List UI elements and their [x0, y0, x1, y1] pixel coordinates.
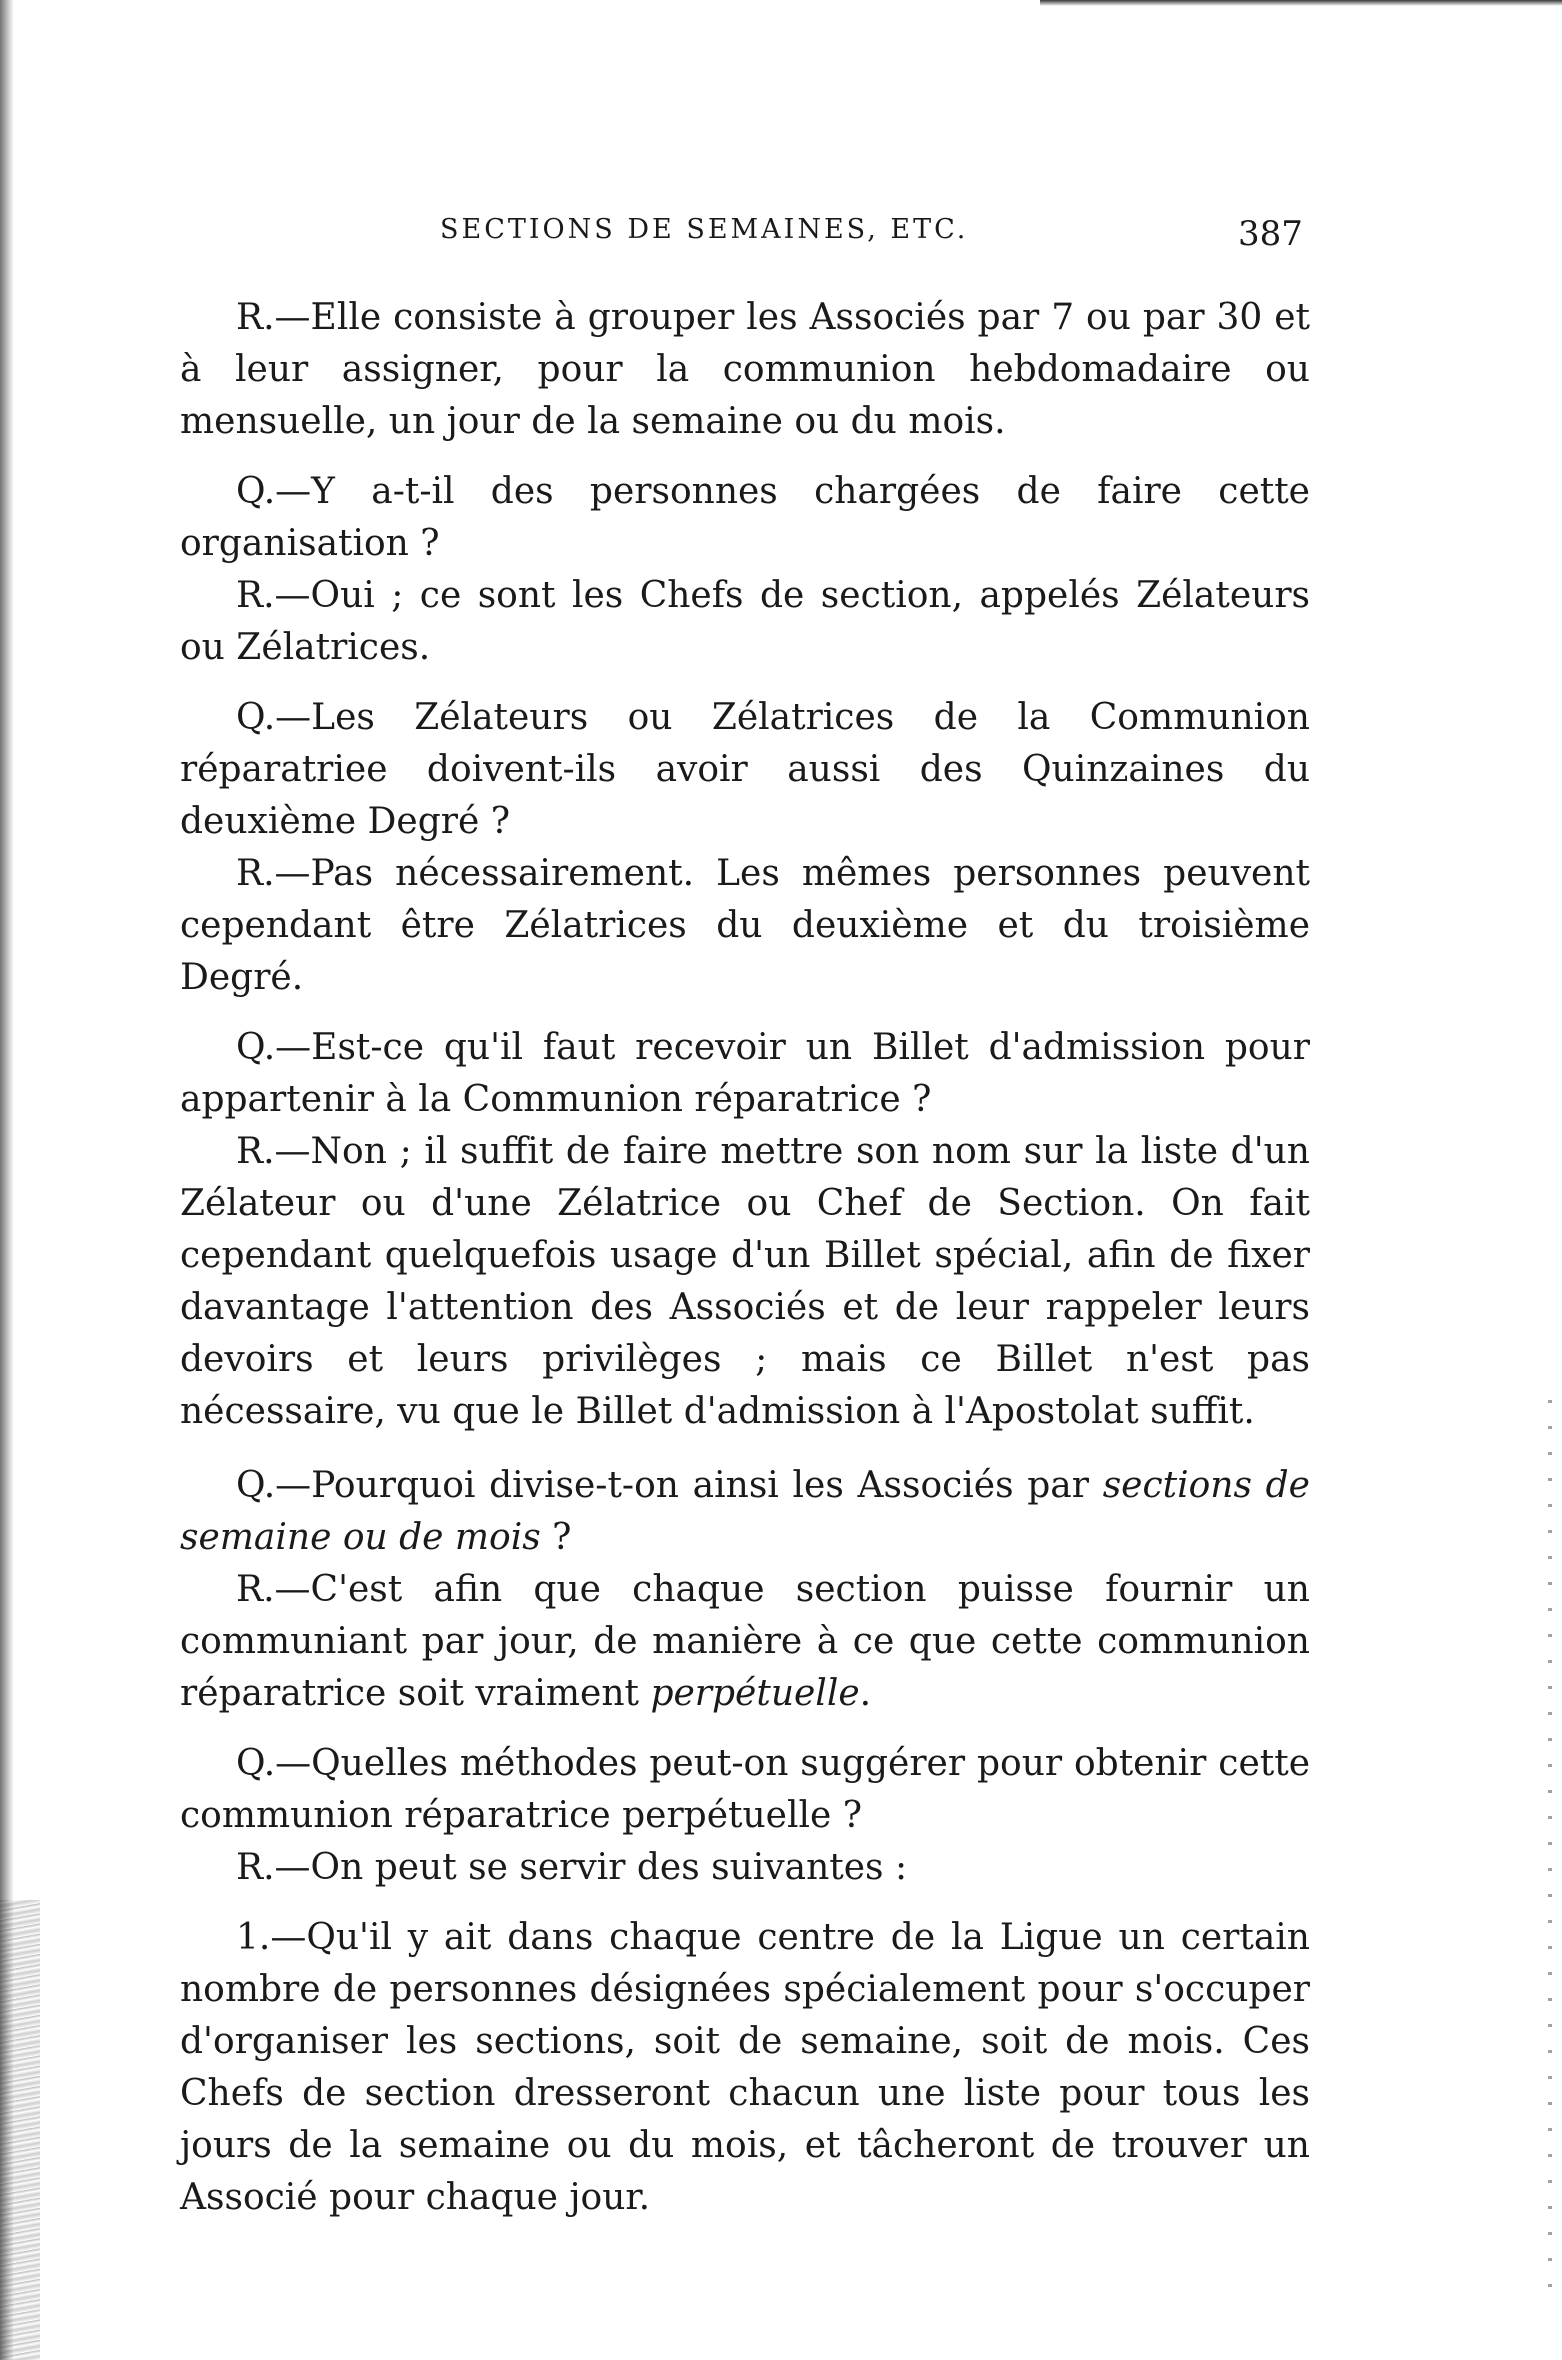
- paragraph-question-2: Q.—Y a-t-il des personnes chargées de faire cette organisation ?: [180, 471, 1310, 564]
- answer-5-text: R.—C'est afin que chaque section puisse fournir un communiant par jour, de manière à ce que cette communion réparatrice soit vraiment: [180, 1569, 1310, 1714]
- paragraph-answer-2: R.—Oui ; ce sont les Chefs de section, appelés Zélateurs ou Zélatrices.: [180, 575, 1310, 668]
- paragraph-answer-4: R.—Non ; il suffit de faire mettre son nom sur la liste d'un Zélateur ou d'une Zélatrice ou Chef de Section. On fait cependant quelquefois usage d'un Billet spécial, afin de fixer davantage l'attention des Associés et de leur rappeler leurs devoirs et leurs privilèges ; mais ce Billet n'est pas nécessaire, vu que le Billet d'admission à l'Apostolat suffit.: [180, 1131, 1310, 1432]
- answer-5-end: .: [859, 1673, 872, 1714]
- paragraph-answer-6: R.—On peut se servir des suivantes :: [236, 1847, 908, 1888]
- answer-5-italic: perpétuelle: [650, 1673, 860, 1714]
- paragraph-answer-3: R.—Pas nécessairement. Les mêmes personnes peuvent cependant être Zélatrices du deuxième et du troisième Degré.: [180, 853, 1310, 998]
- paragraph-answer-1: R.—Elle consiste à grouper les Associés par 7 ou par 30 et à leur assigner, pour la communion hebdomadaire ou mensuelle, un jour de la semaine ou du mois.: [180, 297, 1310, 442]
- paragraph-method-1: 1.—Qu'il y ait dans chaque centre de la Ligue un certain nombre de personnes désignées spécialement pour s'occuper d'organiser les sections, soit de semaine, soit de mois. Ces Chefs de section dresseront chacun une liste pour tous les jours de la semaine ou du mois, et tâcheront de trouver un Associé pour chaque jour.: [180, 1917, 1310, 2218]
- question-5-end: ?: [540, 1517, 572, 1558]
- running-head: SECTIONS DE SEMAINES, ETC.: [440, 214, 969, 245]
- paragraph-question-4: Q.—Est-ce qu'il faut recevoir un Billet d'admission pour appartenir à la Communion réparatrice ?: [180, 1027, 1310, 1120]
- paragraph-question-3: Q.—Les Zélateurs ou Zélatrices de la Communion réparatriee doivent-ils avoir aussi des Quinzaines du deuxième Degré ?: [180, 697, 1310, 842]
- question-5-italic: sections de semaine ou de mois: [180, 1465, 1310, 1558]
- paragraph-question-5: [180, 1460, 1310, 1564]
- scan-edge-top: [1040, 0, 1562, 6]
- page-body: [180, 292, 1310, 2224]
- page-number: 387: [1238, 214, 1303, 254]
- paragraph-question-6: Q.—Quelles méthodes peut-on suggérer pour obtenir cette communion réparatrice perpétuelle ?: [180, 1743, 1310, 1836]
- paragraph-answer-5: [180, 1564, 1310, 1720]
- scan-edge-right: [1548, 1400, 1552, 2300]
- scan-edge-speckle: [0, 1900, 40, 2360]
- question-5-text: Q.—Pourquoi divise-t-on ainsi les Associés par: [236, 1465, 1103, 1506]
